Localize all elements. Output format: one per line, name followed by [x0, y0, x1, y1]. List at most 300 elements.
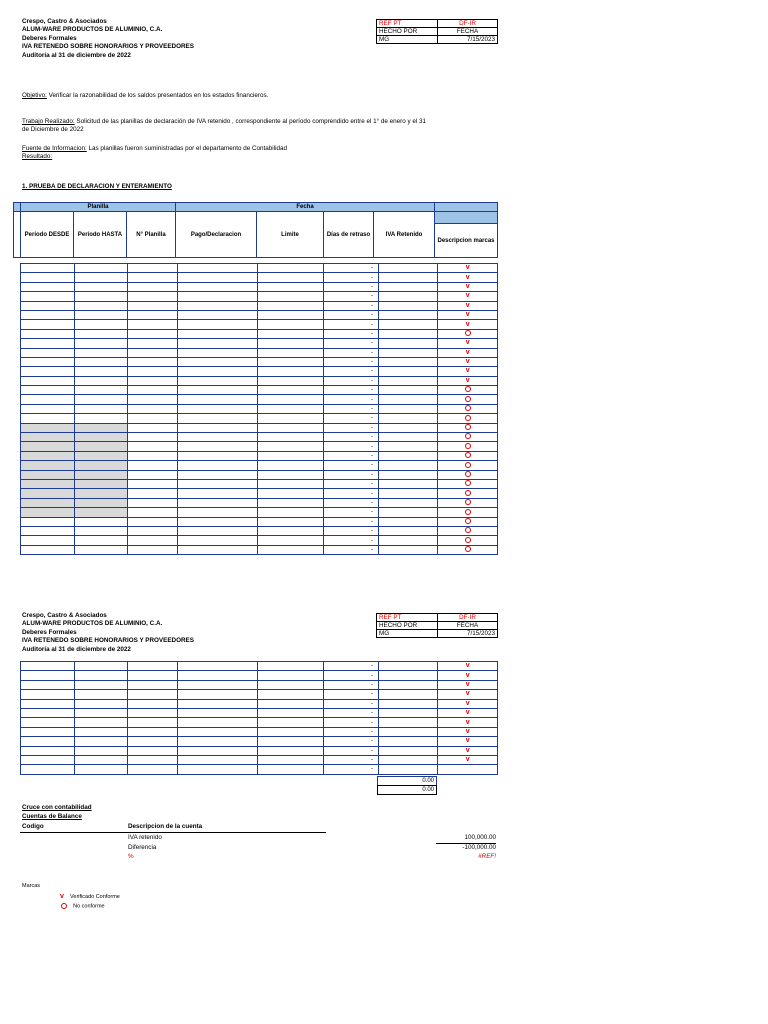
table-cell[interactable] [257, 489, 323, 498]
table-cell[interactable] [21, 433, 75, 442]
mark-cell[interactable] [438, 461, 498, 470]
mark-cell[interactable] [438, 545, 498, 554]
mark-cell[interactable]: v [438, 348, 498, 357]
table-cell[interactable] [257, 699, 323, 708]
table-cell[interactable] [257, 727, 323, 736]
table-cell[interactable] [378, 508, 437, 517]
table-cell[interactable] [74, 433, 128, 442]
table-cell[interactable] [257, 718, 323, 727]
table-cell[interactable] [74, 376, 128, 385]
table-cell[interactable] [378, 357, 437, 366]
table-cell[interactable] [21, 727, 75, 736]
mark-cell[interactable]: v [438, 708, 498, 717]
mark-cell[interactable]: v [438, 737, 498, 746]
mark-cell[interactable]: v [438, 727, 498, 736]
table-cell[interactable] [74, 508, 128, 517]
mark-cell[interactable] [438, 395, 498, 404]
table-cell[interactable] [74, 479, 128, 488]
table-cell[interactable] [21, 451, 75, 460]
retraso-cell[interactable]: - [324, 718, 379, 727]
table-cell[interactable] [257, 737, 323, 746]
table-cell[interactable] [128, 292, 178, 301]
table-cell[interactable] [378, 737, 437, 746]
table-cell[interactable] [74, 357, 128, 366]
table-cell[interactable] [21, 414, 75, 423]
table-cell[interactable] [257, 310, 323, 319]
retraso-cell[interactable]: - [324, 404, 379, 413]
table-cell[interactable] [378, 662, 437, 671]
table-cell[interactable] [257, 517, 323, 526]
table-cell[interactable] [21, 718, 75, 727]
table-cell[interactable] [74, 310, 128, 319]
mark-cell[interactable]: v [438, 680, 498, 689]
retraso-cell[interactable]: - [324, 395, 379, 404]
mark-cell[interactable]: v [438, 264, 498, 273]
table-cell[interactable] [177, 526, 257, 535]
table-cell[interactable] [177, 461, 257, 470]
table-cell[interactable] [177, 423, 257, 432]
retraso-cell[interactable]: - [324, 545, 379, 554]
table-cell[interactable] [378, 339, 437, 348]
retraso-cell[interactable]: - [324, 479, 379, 488]
table-cell[interactable] [128, 690, 178, 699]
table-cell[interactable] [21, 348, 75, 357]
table-cell[interactable] [378, 310, 437, 319]
table-cell[interactable] [21, 545, 75, 554]
mark-cell[interactable] [438, 414, 498, 423]
table-cell[interactable] [177, 339, 257, 348]
table-cell[interactable] [21, 357, 75, 366]
table-cell[interactable] [128, 404, 178, 413]
table-cell[interactable] [257, 545, 323, 554]
table-cell[interactable] [378, 746, 437, 755]
mark-cell[interactable]: v [438, 339, 498, 348]
table-cell[interactable] [74, 690, 128, 699]
table-cell[interactable] [128, 339, 178, 348]
table-cell[interactable] [21, 662, 75, 671]
retraso-cell[interactable]: - [324, 671, 379, 680]
table-cell[interactable] [74, 536, 128, 545]
table-cell[interactable] [128, 680, 178, 689]
retraso-cell[interactable]: - [324, 357, 379, 366]
table-cell[interactable] [177, 662, 257, 671]
table-cell[interactable] [21, 376, 75, 385]
table-cell[interactable] [177, 451, 257, 460]
table-cell[interactable] [257, 433, 323, 442]
table-cell[interactable] [257, 357, 323, 366]
table-cell[interactable] [257, 755, 323, 764]
retraso-cell[interactable]: - [324, 680, 379, 689]
mark-cell[interactable]: v [438, 282, 498, 291]
table-cell[interactable] [128, 414, 178, 423]
table-cell[interactable] [128, 517, 178, 526]
table-cell[interactable] [21, 746, 75, 755]
table-cell[interactable] [257, 273, 323, 282]
table-cell[interactable] [378, 489, 437, 498]
table-cell[interactable] [21, 517, 75, 526]
table-cell[interactable] [74, 367, 128, 376]
retraso-cell[interactable]: - [324, 737, 379, 746]
table-cell[interactable] [21, 301, 75, 310]
mark-cell[interactable] [438, 536, 498, 545]
table-cell[interactable] [378, 708, 437, 717]
table-cell[interactable] [21, 508, 75, 517]
table-cell[interactable] [257, 376, 323, 385]
table-cell[interactable] [21, 339, 75, 348]
table-cell[interactable] [257, 461, 323, 470]
table-cell[interactable] [74, 301, 128, 310]
table-cell[interactable] [177, 357, 257, 366]
table-cell[interactable] [74, 264, 128, 273]
table-cell[interactable] [257, 329, 323, 338]
mark-cell[interactable] [438, 442, 498, 451]
retraso-cell[interactable]: - [324, 498, 379, 507]
table-cell[interactable] [177, 320, 257, 329]
table-cell[interactable] [177, 680, 257, 689]
table-cell[interactable] [378, 348, 437, 357]
table-cell[interactable] [21, 461, 75, 470]
table-cell[interactable] [257, 282, 323, 291]
table-cell[interactable] [74, 348, 128, 357]
table-cell[interactable] [128, 489, 178, 498]
table-cell[interactable] [177, 367, 257, 376]
table-cell[interactable] [21, 690, 75, 699]
table-cell[interactable] [128, 320, 178, 329]
retraso-cell[interactable]: - [324, 264, 379, 273]
table-cell[interactable] [74, 526, 128, 535]
table-cell[interactable] [21, 699, 75, 708]
table-cell[interactable] [128, 348, 178, 357]
table-cell[interactable] [21, 423, 75, 432]
retraso-cell[interactable]: - [324, 423, 379, 432]
table-cell[interactable] [257, 746, 323, 755]
table-cell[interactable] [128, 310, 178, 319]
mark-cell[interactable] [438, 329, 498, 338]
table-cell[interactable] [378, 320, 437, 329]
mark-cell[interactable]: v [438, 662, 498, 671]
table-cell[interactable] [257, 662, 323, 671]
table-cell[interactable] [177, 690, 257, 699]
table-cell[interactable] [177, 348, 257, 357]
table-cell[interactable] [74, 292, 128, 301]
table-cell[interactable] [378, 479, 437, 488]
table-cell[interactable] [74, 320, 128, 329]
mark-cell[interactable] [438, 386, 498, 395]
mark-cell[interactable] [438, 526, 498, 535]
mark-cell[interactable]: v [438, 301, 498, 310]
table-cell[interactable] [378, 680, 437, 689]
table-cell[interactable] [378, 386, 437, 395]
table-cell[interactable] [128, 662, 178, 671]
retraso-cell[interactable]: - [324, 536, 379, 545]
table-cell[interactable] [177, 479, 257, 488]
mark-cell[interactable] [438, 517, 498, 526]
table-cell[interactable] [378, 451, 437, 460]
table-cell[interactable] [74, 273, 128, 282]
mark-cell[interactable]: v [438, 367, 498, 376]
table-cell[interactable] [257, 339, 323, 348]
table-cell[interactable] [257, 301, 323, 310]
table-cell[interactable] [128, 718, 178, 727]
table-cell[interactable] [74, 282, 128, 291]
table-cell[interactable] [21, 292, 75, 301]
table-cell[interactable] [257, 680, 323, 689]
table-cell[interactable] [128, 282, 178, 291]
table-cell[interactable] [128, 498, 178, 507]
table-cell[interactable] [177, 708, 257, 717]
retraso-cell[interactable]: - [324, 320, 379, 329]
table-cell[interactable] [74, 746, 128, 755]
table-cell[interactable] [177, 727, 257, 736]
table-cell[interactable] [21, 320, 75, 329]
table-cell[interactable] [378, 536, 437, 545]
table-cell[interactable] [378, 671, 437, 680]
table-cell[interactable] [378, 264, 437, 273]
retraso-cell[interactable]: - [324, 662, 379, 671]
retraso-cell[interactable]: - [324, 699, 379, 708]
table-cell[interactable] [74, 423, 128, 432]
table-cell[interactable] [128, 545, 178, 554]
mark-cell[interactable] [438, 433, 498, 442]
retraso-cell[interactable]: - [324, 414, 379, 423]
table-cell[interactable] [177, 301, 257, 310]
table-cell[interactable] [74, 662, 128, 671]
retraso-cell[interactable]: - [324, 526, 379, 535]
retraso-cell[interactable]: - [324, 376, 379, 385]
retraso-cell[interactable]: - [324, 765, 379, 774]
table-cell[interactable] [378, 727, 437, 736]
table-cell[interactable] [177, 442, 257, 451]
table-cell[interactable] [21, 404, 75, 413]
table-cell[interactable] [74, 737, 128, 746]
table-cell[interactable] [257, 479, 323, 488]
table-cell[interactable] [177, 470, 257, 479]
table-cell[interactable] [21, 273, 75, 282]
table-cell[interactable] [74, 442, 128, 451]
table-cell[interactable] [128, 423, 178, 432]
table-cell[interactable] [378, 526, 437, 535]
table-cell[interactable] [128, 755, 178, 764]
mark-cell[interactable] [438, 498, 498, 507]
table-cell[interactable] [177, 545, 257, 554]
table-cell[interactable] [21, 395, 75, 404]
mark-cell[interactable]: v [438, 273, 498, 282]
retraso-cell[interactable]: - [324, 508, 379, 517]
table-cell[interactable] [177, 376, 257, 385]
table-cell[interactable] [177, 282, 257, 291]
table-cell[interactable] [177, 273, 257, 282]
table-cell[interactable] [21, 680, 75, 689]
table-cell[interactable] [257, 264, 323, 273]
table-cell[interactable] [257, 498, 323, 507]
table-cell[interactable] [21, 386, 75, 395]
table-cell[interactable] [21, 367, 75, 376]
table-cell[interactable] [21, 470, 75, 479]
mark-cell[interactable]: v [438, 292, 498, 301]
table-cell[interactable] [177, 292, 257, 301]
table-cell[interactable] [74, 517, 128, 526]
table-cell[interactable] [177, 508, 257, 517]
table-cell[interactable] [177, 699, 257, 708]
mark-cell[interactable] [438, 508, 498, 517]
table-cell[interactable] [128, 508, 178, 517]
table-cell[interactable] [378, 423, 437, 432]
table-cell[interactable] [74, 329, 128, 338]
retraso-cell[interactable]: - [324, 310, 379, 319]
table-cell[interactable] [378, 414, 437, 423]
table-cell[interactable] [378, 329, 437, 338]
table-cell[interactable] [378, 282, 437, 291]
table-cell[interactable] [378, 376, 437, 385]
retraso-cell[interactable]: - [324, 470, 379, 479]
retraso-cell[interactable]: - [324, 489, 379, 498]
retraso-cell[interactable]: - [324, 386, 379, 395]
table-cell[interactable] [177, 395, 257, 404]
table-cell[interactable] [21, 526, 75, 535]
table-cell[interactable] [21, 479, 75, 488]
retraso-cell[interactable]: - [324, 348, 379, 357]
retraso-cell[interactable]: - [324, 292, 379, 301]
table-cell[interactable] [128, 395, 178, 404]
table-cell[interactable] [257, 423, 323, 432]
table-cell[interactable] [74, 718, 128, 727]
table-cell[interactable] [21, 708, 75, 717]
table-cell[interactable] [257, 348, 323, 357]
table-cell[interactable] [257, 508, 323, 517]
table-cell[interactable] [21, 737, 75, 746]
table-cell[interactable] [378, 765, 437, 774]
table-cell[interactable] [74, 765, 128, 774]
table-cell[interactable] [128, 367, 178, 376]
table-cell[interactable] [177, 310, 257, 319]
table-cell[interactable] [378, 470, 437, 479]
table-cell[interactable] [257, 708, 323, 717]
retraso-cell[interactable]: - [324, 755, 379, 764]
table-cell[interactable] [74, 451, 128, 460]
retraso-cell[interactable]: - [324, 433, 379, 442]
table-cell[interactable] [74, 755, 128, 764]
table-cell[interactable] [177, 404, 257, 413]
mark-cell[interactable] [438, 423, 498, 432]
table-cell[interactable] [128, 433, 178, 442]
table-cell[interactable] [177, 489, 257, 498]
table-cell[interactable] [378, 755, 437, 764]
retraso-cell[interactable]: - [324, 451, 379, 460]
mark-cell[interactable]: v [438, 310, 498, 319]
table-cell[interactable] [128, 386, 178, 395]
table-cell[interactable] [378, 273, 437, 282]
table-cell[interactable] [74, 489, 128, 498]
table-cell[interactable] [128, 765, 178, 774]
retraso-cell[interactable]: - [324, 708, 379, 717]
table-cell[interactable] [257, 404, 323, 413]
table-cell[interactable] [21, 755, 75, 764]
retraso-cell[interactable]: - [324, 329, 379, 338]
table-cell[interactable] [74, 414, 128, 423]
table-cell[interactable] [378, 292, 437, 301]
table-cell[interactable] [257, 386, 323, 395]
table-cell[interactable] [74, 708, 128, 717]
table-cell[interactable] [257, 765, 323, 774]
table-cell[interactable] [257, 671, 323, 680]
mark-cell[interactable] [438, 479, 498, 488]
table-cell[interactable] [177, 737, 257, 746]
mark-cell[interactable]: v [438, 699, 498, 708]
table-cell[interactable] [257, 320, 323, 329]
retraso-cell[interactable]: - [324, 273, 379, 282]
table-cell[interactable] [177, 536, 257, 545]
table-cell[interactable] [128, 727, 178, 736]
table-cell[interactable] [21, 282, 75, 291]
table-cell[interactable] [257, 536, 323, 545]
mark-cell[interactable]: v [438, 718, 498, 727]
table-cell[interactable] [128, 442, 178, 451]
table-cell[interactable] [378, 545, 437, 554]
table-cell[interactable] [378, 461, 437, 470]
table-cell[interactable] [128, 479, 178, 488]
table-cell[interactable] [74, 671, 128, 680]
table-cell[interactable] [128, 301, 178, 310]
table-cell[interactable] [128, 461, 178, 470]
table-cell[interactable] [128, 470, 178, 479]
table-cell[interactable] [257, 292, 323, 301]
table-cell[interactable] [128, 273, 178, 282]
mark-cell[interactable]: v [438, 755, 498, 764]
table-cell[interactable] [378, 699, 437, 708]
table-cell[interactable] [74, 339, 128, 348]
retraso-cell[interactable]: - [324, 339, 379, 348]
table-cell[interactable] [128, 671, 178, 680]
table-cell[interactable] [128, 526, 178, 535]
table-cell[interactable] [257, 414, 323, 423]
retraso-cell[interactable]: - [324, 367, 379, 376]
table-cell[interactable] [128, 536, 178, 545]
table-cell[interactable] [128, 357, 178, 366]
table-cell[interactable] [177, 718, 257, 727]
table-cell[interactable] [128, 708, 178, 717]
table-cell[interactable] [128, 264, 178, 273]
retraso-cell[interactable]: - [324, 727, 379, 736]
table-cell[interactable] [257, 690, 323, 699]
table-cell[interactable] [177, 765, 257, 774]
table-cell[interactable] [378, 498, 437, 507]
mark-cell[interactable]: v [438, 376, 498, 385]
table-cell[interactable] [74, 680, 128, 689]
table-cell[interactable] [177, 386, 257, 395]
table-cell[interactable] [74, 461, 128, 470]
table-cell[interactable] [257, 526, 323, 535]
table-cell[interactable] [257, 395, 323, 404]
table-cell[interactable] [378, 301, 437, 310]
table-cell[interactable] [378, 433, 437, 442]
table-cell[interactable] [21, 310, 75, 319]
table-cell[interactable] [74, 395, 128, 404]
table-cell[interactable] [74, 545, 128, 554]
table-cell[interactable] [74, 498, 128, 507]
mark-cell[interactable]: v [438, 690, 498, 699]
table-cell[interactable] [177, 517, 257, 526]
mark-cell[interactable]: v [438, 320, 498, 329]
retraso-cell[interactable]: - [324, 517, 379, 526]
table-cell[interactable] [128, 737, 178, 746]
mark-cell[interactable]: v [438, 746, 498, 755]
table-cell[interactable] [257, 367, 323, 376]
table-cell[interactable] [21, 671, 75, 680]
retraso-cell[interactable]: - [324, 690, 379, 699]
table-cell[interactable] [74, 699, 128, 708]
mark-cell[interactable] [438, 765, 498, 774]
table-cell[interactable] [21, 498, 75, 507]
